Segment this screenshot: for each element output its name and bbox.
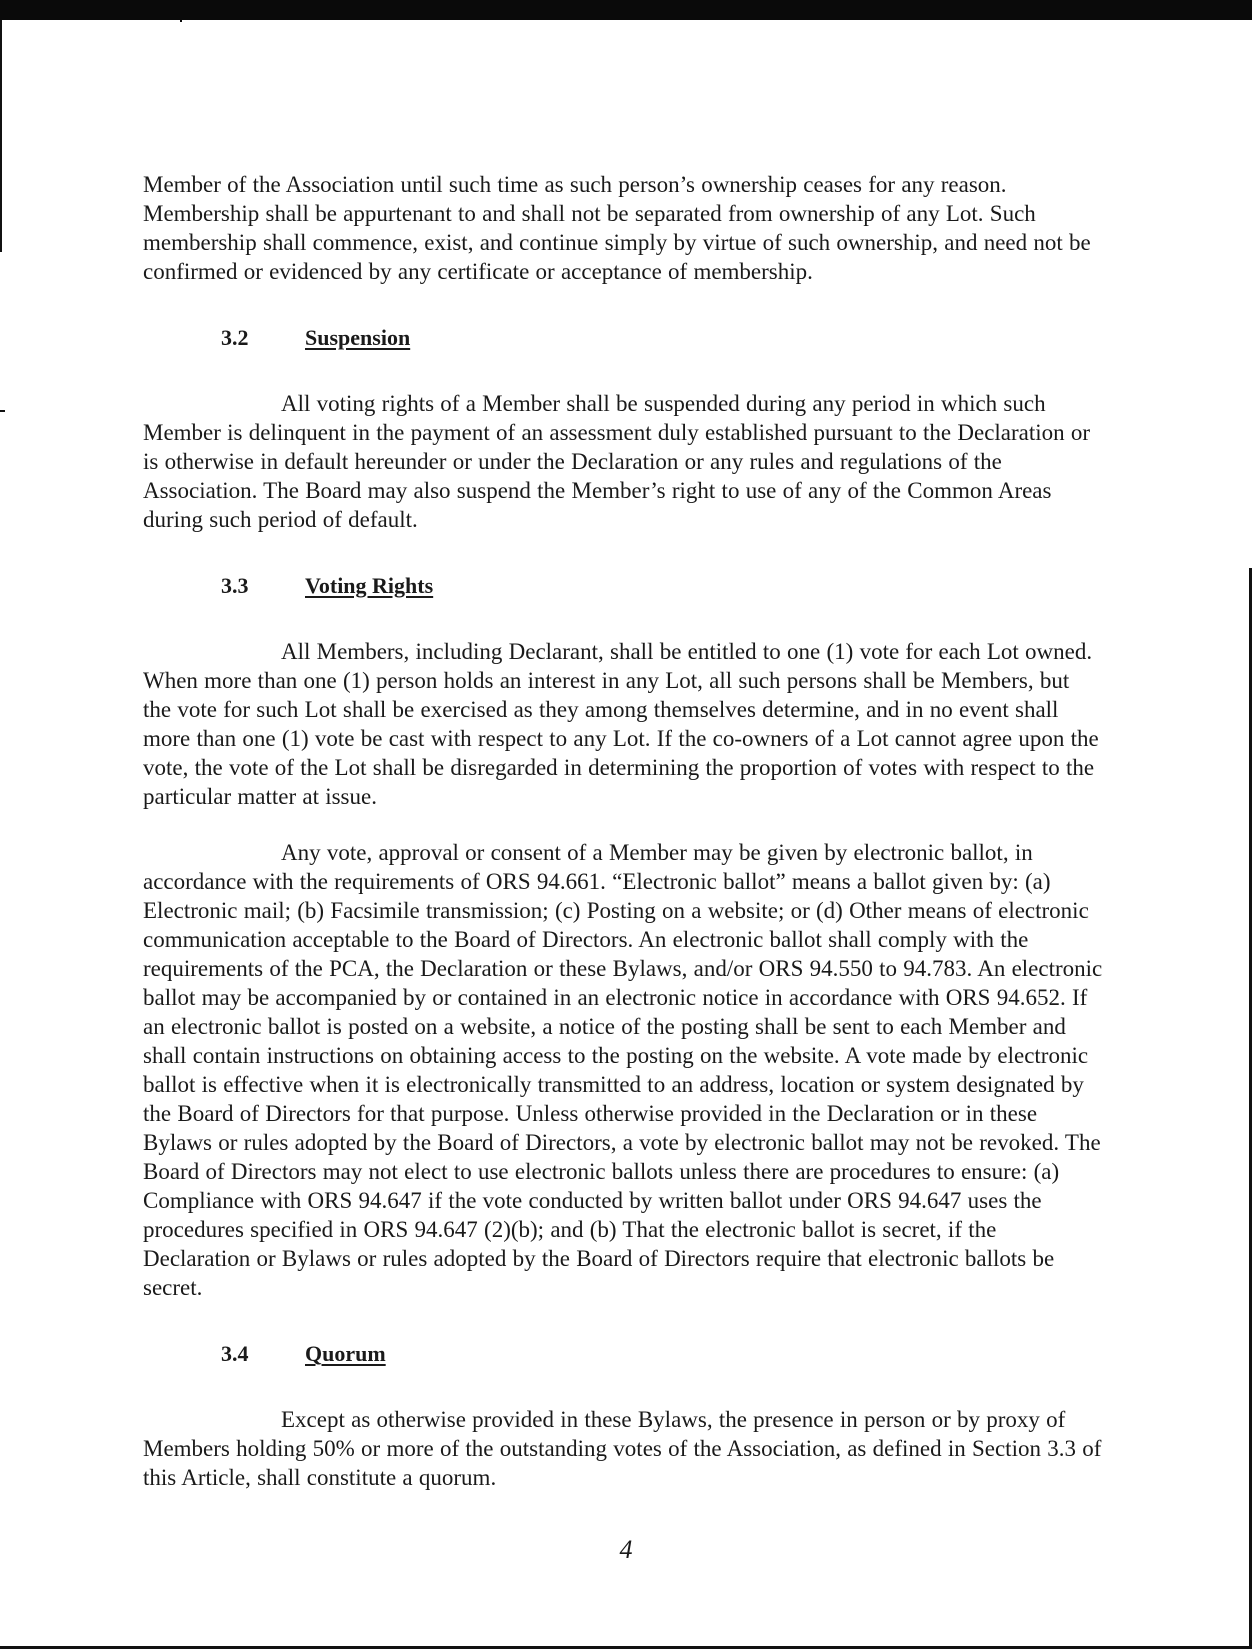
document-page bbox=[143, 170, 1103, 1492]
scan-left-edge bbox=[0, 20, 2, 252]
voting-rights-paragraph: All Members, including Declarant, shall be entitled to one (1) vote for each Lot owned. When more than one (1) person holds an interest in any Lot, all such persons shall be Members, but the vote for such Lot shall be exercised as they among themselves determine, and in no event shall more than one (1) vote be cast with respect to any Lot. If the co-owners of a Lot cannot agree upon the vote, the vote of the Lot shall be disregarded in determining the proportion of votes with respect to the particular matter at issue. bbox=[143, 639, 1099, 809]
quorum-paragraph: Except as otherwise provided in these Bylaws, the presence in person or by proxy of Members holding 50% or more of the outstanding votes of the Association, as defined in Section 3.3 of this Article, shall constitute a quorum. bbox=[143, 1407, 1102, 1490]
section-title: Quorum bbox=[305, 1341, 386, 1366]
suspension-paragraph: All voting rights of a Member shall be suspended during any period in which such Member is delinquent in the payment of an assessment duly established pursuant to the Declaration or is otherwise in default hereunder or under the Declaration or any rules and regulations of the Association. The Board may also suspend the Member’s right to use of any of the Common Areas during such period of default. bbox=[143, 391, 1091, 532]
scan-top-border bbox=[0, 0, 1252, 20]
section-title: Voting Rights bbox=[305, 573, 434, 598]
scan-mark bbox=[180, 12, 182, 22]
section-title: Suspension bbox=[305, 325, 411, 350]
section-heading-quorum bbox=[143, 1339, 1103, 1368]
section-heading-voting-rights bbox=[143, 571, 1103, 600]
electronic-ballot-paragraph: Any vote, approval or consent of a Member may be given by electronic ballot, in accordance with the requirements of ORS 94.661. “Electronic ballot” means a ballot given by: (a) Electronic mail; (b) Facsimile transmission; (c) Posting on a website; or (d) Other means of electronic communication acceptable to the Board of Directors. An electronic ballot shall comply with the requirements of the PCA, the Declaration or these Bylaws, and/or ORS 94.550 to 94.783. An electronic ballot may be accompanied by or contained in an electronic notice in accordance with ORS 94.652. If an electronic ballot is posted on a website, a notice of the posting shall be sent to each Member and shall contain instructions on obtaining access to the posting on the website. A vote made by electronic ballot is effective when it is electronically transmitted to an address, location or system designated by the Board of Directors for that purpose. Unless otherwise provided in the Declaration or in these Bylaws or rules adopted by the Board of Directors, a vote by electronic ballot may not be revoked. The Board of Directors may not elect to use electronic ballots unless there are procedures to ensure: (a) Compliance with ORS 94.647 if the vote conducted by written ballot under ORS 94.647 uses the procedures specified in ORS 94.647 (2)(b); and (b) That the electronic ballot is secret, if the Declaration or Bylaws or rules adopted by the Board of Directors require that electronic ballots be secret. bbox=[143, 840, 1103, 1300]
opening-paragraph: Member of the Association until such time as such person’s ownership ceases for any reason. Membership shall be appurtenant to and shall not be separated from ownership of any Lot. Such membership shall commence, exist, and continue simply by virtue of such ownership, and need not be confirmed or evidenced by any certificate or acceptance of membership. bbox=[143, 172, 1091, 284]
section-number: 3.2 bbox=[221, 325, 249, 350]
section-number: 3.4 bbox=[221, 1341, 249, 1366]
page-number: 4 bbox=[619, 1535, 633, 1564]
section-number: 3.3 bbox=[221, 573, 249, 598]
scan-mark bbox=[0, 410, 5, 412]
section-heading-suspension bbox=[143, 323, 1103, 352]
